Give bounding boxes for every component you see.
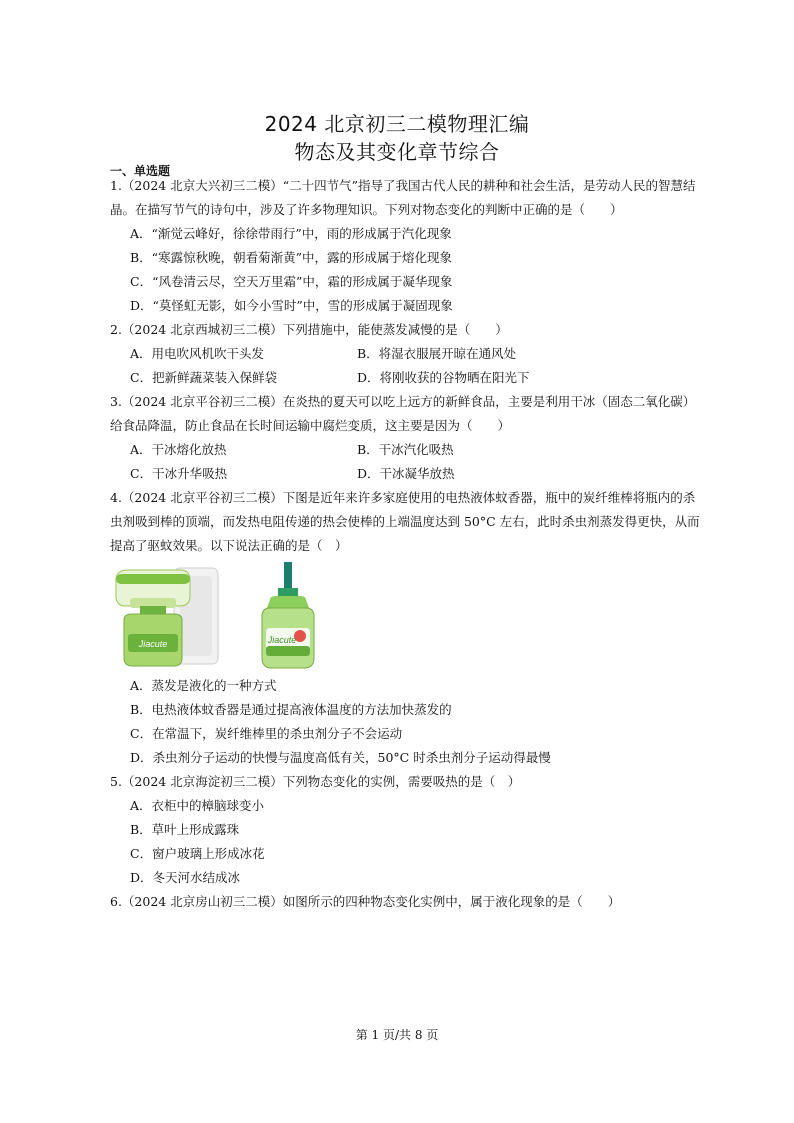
question-6-stem: 6.（2024 北京房山初三二模）如图所示的四种物态变化实例中，属于液化现象的是（ ） — [110, 894, 621, 909]
question-4-option-a: A．蒸发是液化的一种方式 — [130, 678, 277, 693]
document-title: 2024 北京初三二模物理汇编 — [264, 112, 530, 136]
refill-brand-label: Jiacute — [267, 635, 297, 645]
question-1-option-c: C．“风卷清云尽，空天万里霜”中，霜的形成属于凝华现象 — [130, 274, 453, 289]
question-3-option-d: D．干冰凝华放热 — [357, 466, 455, 481]
question-2-stem: 2.（2024 北京西城初三二模）下列措施中，能使蒸发减慢的是（ ） — [110, 322, 508, 337]
question-1-stem-line-1: 1.（2024 北京大兴初三二模）“二十四节气”指导了我国古代人民的耕种和社会生活，是劳动人民的智慧结 — [110, 178, 696, 193]
question-4-stem-line-1: 4.（2024 北京平谷初三二模）下图是近年来许多家庭使用的电热液体蚊香器，瓶中的炭纤维棒将瓶内的杀 — [110, 490, 696, 505]
question-3-option-a: A．干冰熔化放热 — [130, 442, 227, 457]
question-2-option-d: D．将刚收获的谷物晒在阳光下 — [357, 370, 530, 385]
question-1-option-d: D．“莫怪虹无影，如今小雪时”中，雪的形成属于凝固现象 — [130, 298, 453, 313]
heater-brand-label: Jiacute — [138, 639, 168, 649]
question-5-option-c: C．窗户玻璃上形成冰花 — [130, 846, 265, 861]
question-1-option-b: B．“寒露惊秋晚，朝看菊渐黄”中，露的形成属于熔化现象 — [130, 250, 452, 265]
section-heading: 一、单选题 — [110, 164, 171, 178]
question-1-option-a: A．“渐觉云峰好，徐徐带雨行”中，雨的形成属于汽化现象 — [130, 226, 452, 241]
repellent-refill-bottle-image — [252, 562, 324, 670]
question-4-option-c: C．在常温下，炭纤维棒里的杀虫剂分子不会运动 — [130, 726, 403, 741]
question-1-stem-line-2: 晶。在描写节气的诗句中，涉及了许多物理知识。下列对物态变化的判断中正确的是（ ） — [110, 202, 623, 217]
question-5-stem: 5.（2024 北京海淀初三二模）下列物态变化的实例，需要吸热的是（ ） — [110, 774, 521, 789]
document-subtitle: 物态及其变化章节综合 — [294, 140, 500, 164]
question-3-stem-line-2: 给食品降温，防止食品在长时间运输中腐烂变质，这主要是因为（ ） — [110, 418, 511, 433]
page-footer: 第 1 页/共 8 页 — [355, 1028, 439, 1042]
question-2-option-a: A．用电吹风机吹干头发 — [130, 346, 265, 361]
question-4-option-d: D．杀虫剂分子运动的快慢与温度高低有关，50°C 时杀虫剂分子运动得最慢 — [130, 750, 551, 765]
question-2-option-c: C．把新鲜蔬菜装入保鲜袋 — [130, 370, 278, 385]
question-2-option-b: B．将湿衣服展开晾在通风处 — [357, 346, 517, 361]
question-4-option-b: B．电热液体蚊香器是通过提高液体温度的方法加快蒸发的 — [130, 702, 452, 717]
question-4-stem-line-2: 虫剂吸到棒的顶端，而发热电阻传递的热会使棒的上端温度达到 50°C 左右，此时杀虫剂蒸发得更快，从而 — [110, 514, 700, 529]
question-5-option-b: B．草叶上形成露珠 — [130, 822, 240, 837]
mosquito-repellent-heater-image — [110, 562, 222, 670]
question-3-option-c: C．干冰升华吸热 — [130, 466, 228, 481]
question-4-stem-line-3: 提高了驱蚊效果。以下说法正确的是（ ） — [110, 538, 348, 553]
question-3-stem-line-1: 3.（2024 北京平谷初三二模）在炎热的夏天可以吃上远方的新鲜食品，主要是利用干冰（固态二氧化碳） — [110, 394, 696, 409]
question-5-option-d: D．冬天河水结成冰 — [130, 870, 241, 885]
question-5-option-a: A．衣柜中的樟脑球变小 — [130, 798, 265, 813]
question-3-option-b: B．干冰汽化吸热 — [357, 442, 454, 457]
